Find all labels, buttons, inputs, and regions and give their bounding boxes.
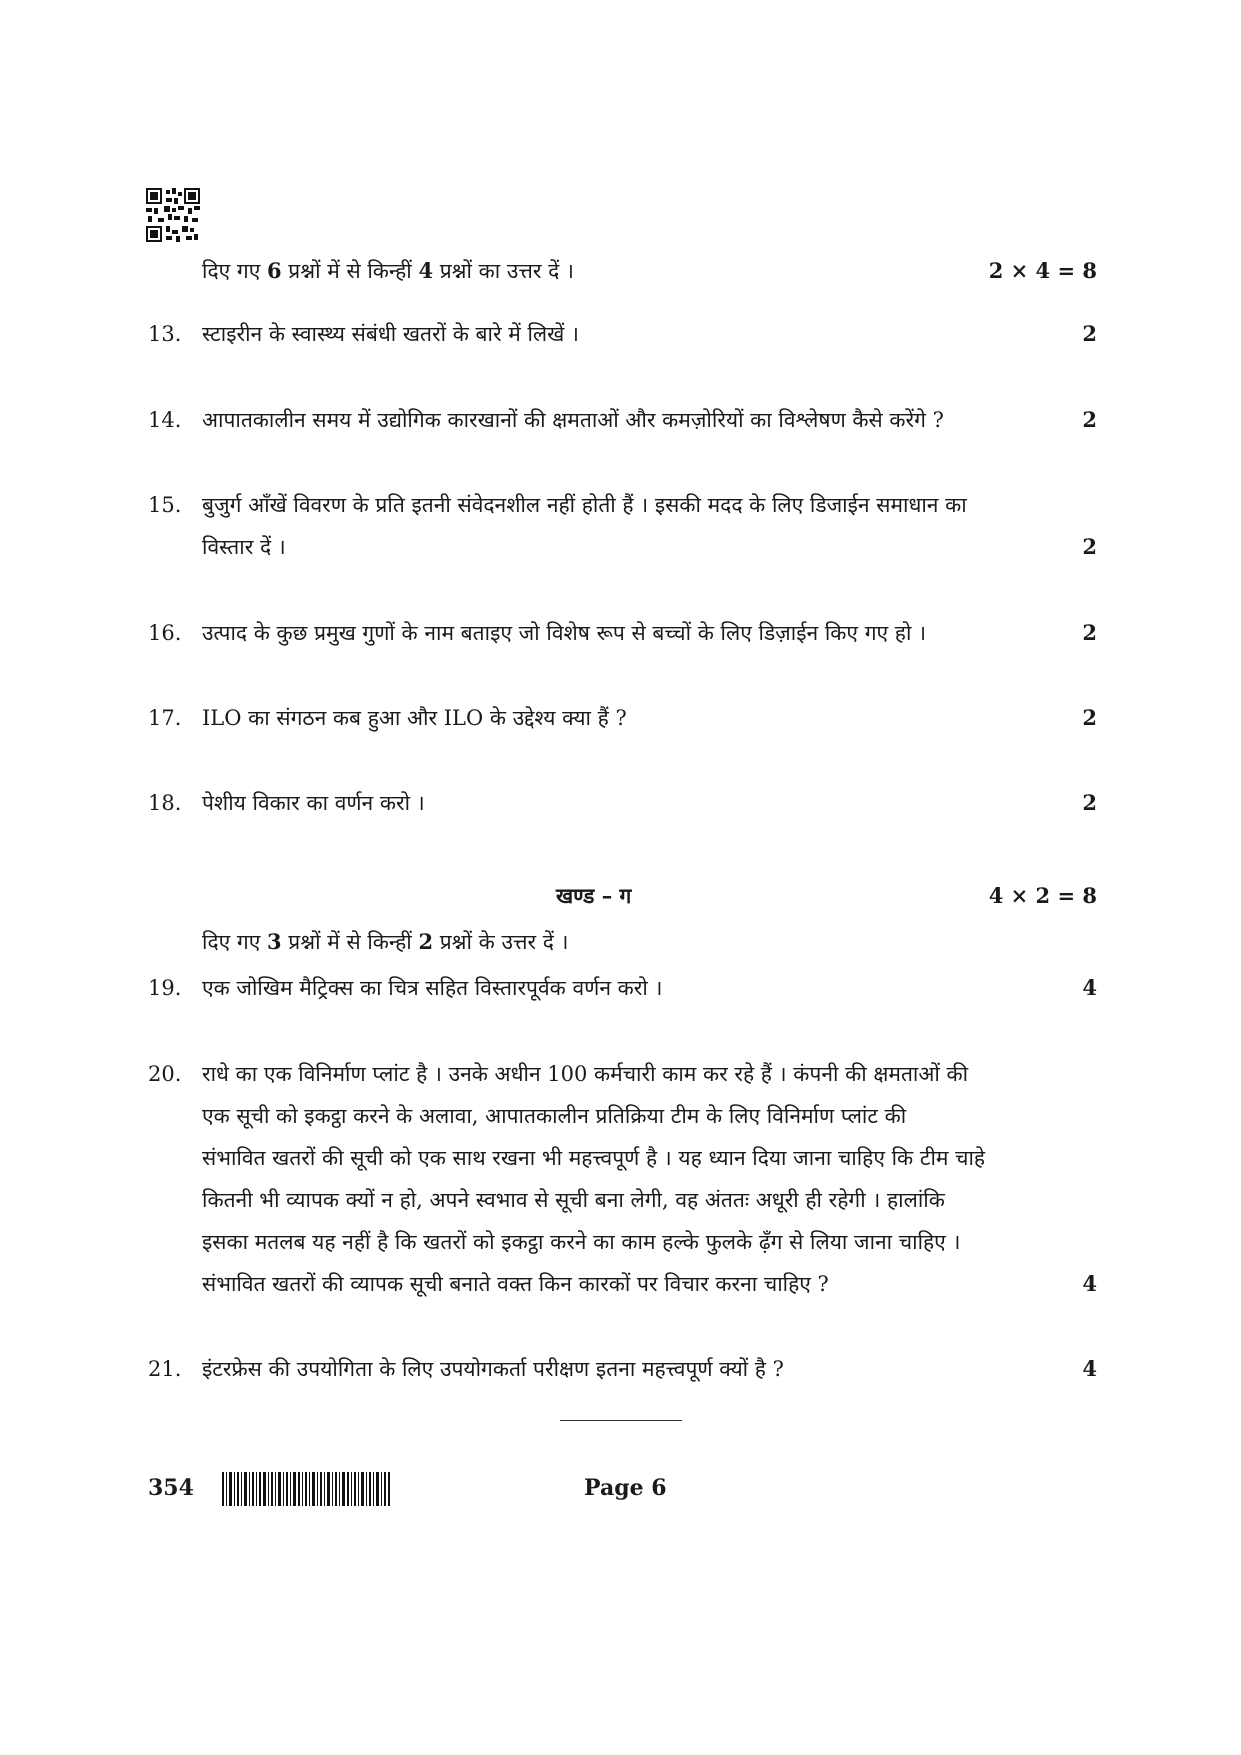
question-number: 13. [148,322,182,346]
question-number: 15. [148,493,182,517]
question-text-line: एक सूची को इकट्ठा करने के अलावा, आपातकालीन प्रतिक्रिया टीम के लिए विनिर्माण प्लांट की [202,1104,907,1128]
page-number: Page 6 [584,1475,667,1501]
section-b-instruction: दिए गए 6 प्रश्नों में से किन्हीं 4 प्रश्नों का उत्तर दें । [202,258,574,283]
question-text: ILO का संगठन कब हुआ और ILO के उद्देश्य क्या हैं ? [202,706,627,730]
question-marks: 2 [1082,705,1097,730]
barcode [222,1472,390,1506]
question-marks: 4 [1082,1356,1097,1381]
question-number: 16. [148,621,182,645]
question-marks: 2 [1082,620,1097,645]
question-text: आपातकालीन समय में उद्योगिक कारखानों की क्षमताओं और कमज़ोरियों का विश्लेषण कैसे करेंगे ? [202,408,944,432]
question-text-line: संभावित खतरों की सूची को एक साथ रखना भी महत्त्वपूर्ण है । यह ध्यान दिया जाना चाहिए कि टीम चाहे [202,1146,986,1170]
qr-code [146,188,200,242]
question-marks: 2 [1082,321,1097,346]
question-marks: 4 [1082,1271,1097,1296]
question-text: उत्पाद के कुछ प्रमुख गुणों के नाम बताइए जो विशेष रूप से बच्चों के लिए डिज़ाईन किए गए हो । [202,621,927,645]
question-number: 19. [148,976,182,1000]
question-number: 17. [148,706,182,730]
question-marks: 4 [1082,975,1097,1000]
question-text-line: राधे का एक विनिर्माण प्लांट है । उनके अधीन 100 कर्मचारी काम कर रहे हैं । कंपनी की क्षमताओं की [202,1062,969,1086]
section-b-marks: 2 × 4 = 8 [988,258,1097,283]
question-marks: 2 [1082,790,1097,815]
question-number: 18. [148,791,182,815]
question-text: इंटरफ्रेस की उपयोगिता के लिए उपयोगकर्ता परीक्षण इतना महत्त्वपूर्ण क्यों है ? [202,1357,784,1381]
question-text: पेशीय विकार का वर्णन करो । [202,791,425,815]
question-text-line2: विस्तार दें । [202,535,286,559]
paper-code: 354 [148,1475,194,1501]
question-text: स्टाइरीन के स्वास्थ्य संबंधी खतरों के बारे में लिखें । [202,322,579,346]
section-c-instruction: दिए गए 3 प्रश्नों में से किन्हीं 2 प्रश्नों के उत्तर दें । [202,929,569,954]
question-marks: 2 [1082,534,1097,559]
question-text-line: संभावित खतरों की व्यापक सूची बनाते वक्त किन कारकों पर विचार करना चाहिए ? [202,1272,829,1296]
section-c-title: खण्ड – ग [556,883,632,908]
section-c-marks: 4 × 2 = 8 [988,883,1097,908]
question-marks: 2 [1082,407,1097,432]
question-number: 14. [148,408,182,432]
question-text-line: कितनी भी व्यापक क्यों न हो, अपने स्वभाव से सूची बना लेगी, वह अंततः अधूरी ही रहेगी । हालांकि [202,1188,945,1212]
question-number: 20. [148,1062,182,1086]
question-text-line: इसका मतलब यह नहीं है कि खतरों को इकट्ठा करने का काम हल्के फुलके ढ़ँग से लिया जाना चाहिए । [202,1230,961,1254]
question-text-line1: बुजुर्ग आँखें विवरण के प्रति इतनी संवेदनशील नहीं होती हैं । इसकी मदद के लिए डिजाईन समाधान का [202,493,967,517]
question-number: 21. [148,1357,182,1381]
end-divider [560,1420,682,1421]
question-text: एक जोखिम मैट्रिक्स का चित्र सहित विस्तारपूर्वक वर्णन करो । [202,976,663,1000]
